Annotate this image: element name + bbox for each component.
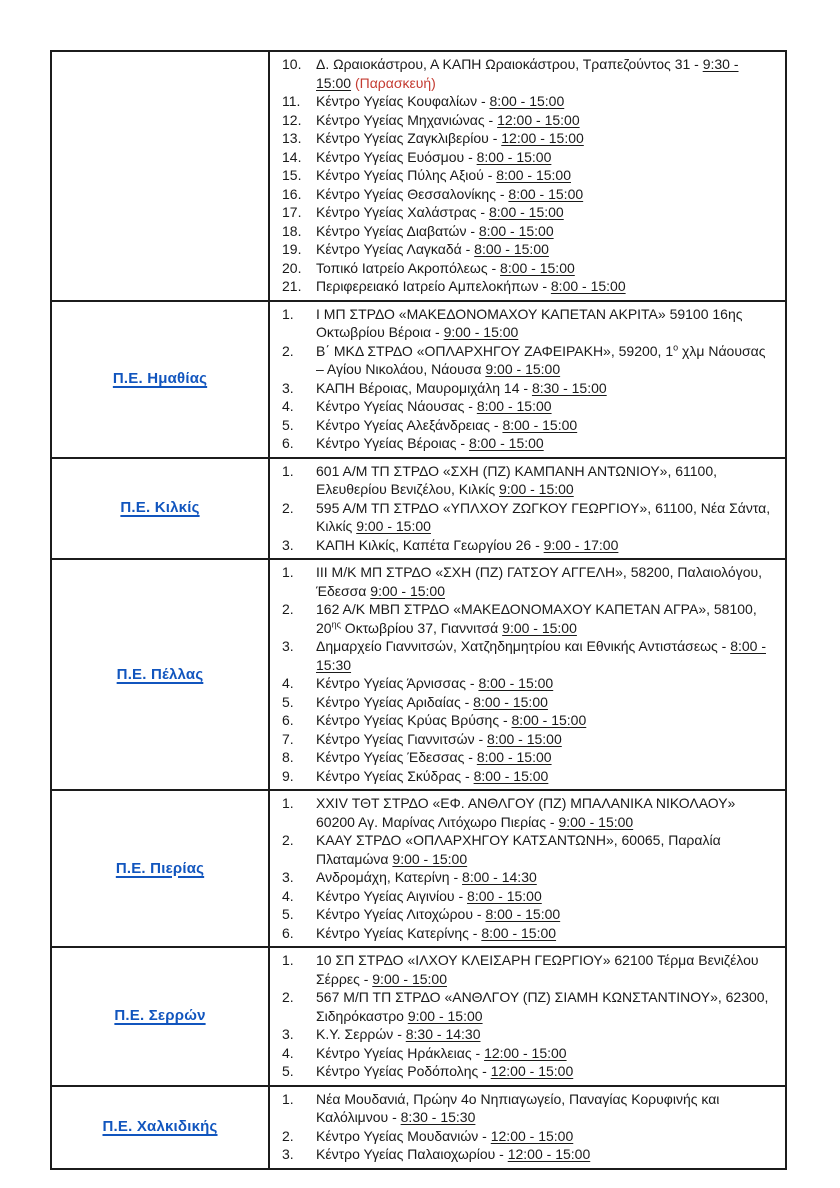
region-label-cell — [51, 1086, 269, 1169]
item-number: 6. — [282, 924, 294, 941]
item-hours: 8:00 - 15:00 — [500, 259, 575, 276]
location-item — [282, 748, 777, 767]
item-text: Νέα Μουδανιά, Πρώην 4ο Νηπιαγωγείο, Παναγίας Κορυφινής και Καλόλιμνου - — [316, 1090, 720, 1125]
item-number: 4. — [282, 1044, 294, 1061]
item-hours: 8:00 - 15:00 — [489, 93, 565, 109]
location-item — [282, 1025, 777, 1044]
superscript: ης — [331, 618, 341, 629]
locations-cell — [269, 1086, 786, 1169]
location-item — [282, 600, 777, 637]
item-number: 1. — [282, 564, 294, 580]
item-body — [316, 988, 777, 1025]
item-number: 14. — [282, 148, 302, 165]
item-hours: 8:00 - 15:00 — [502, 416, 578, 433]
location-item — [282, 240, 777, 259]
location-item — [282, 951, 777, 988]
item-text: Κέντρο Υγείας Ηράκλειας - — [316, 1044, 485, 1061]
locations-cell — [269, 947, 786, 1086]
location-item — [282, 379, 777, 398]
item-text: Β΄ ΜΚΔ ΣΤΡΔΟ «ΟΠΛΑΡΧΗΓΟΥ ΖΑΦΕΙΡΑΚΗ», 59200, 1 — [316, 342, 674, 359]
region-label: Π.Ε. Κιλκίς — [120, 499, 200, 517]
item-number: 11. — [282, 93, 301, 109]
item-hours: 12:00 - 15:00 — [490, 1063, 574, 1079]
item-text: Κέντρο Υγείας Λιτοχώρου - — [316, 906, 486, 922]
location-item — [282, 1127, 777, 1146]
item-number: 15. — [282, 167, 302, 183]
item-number: 3. — [282, 869, 294, 885]
item-hours: 8:00 - 15:00 — [476, 148, 552, 165]
item-number: 19. — [282, 241, 302, 257]
locations-cell — [269, 559, 786, 790]
item-body — [316, 831, 777, 868]
item-hours: 8:30 - 14:30 — [405, 1026, 481, 1042]
item-body — [316, 259, 777, 278]
item-text: χλμ Νάουσας – Αγίου Νικολάου, Νάουσα — [316, 342, 766, 377]
item-hours: 9:30 - 15:00 — [316, 56, 739, 91]
location-item — [282, 148, 777, 167]
item-body — [316, 905, 777, 924]
location-item — [282, 693, 777, 712]
item-number: 1. — [282, 795, 294, 811]
item-text: XXIV ΤΘΤ ΣΤΡΔΟ «ΕΦ. ΑΝΘΛΓΟΥ (ΠΖ) ΜΠΑΛΑΝΙΚΑ ΝΙΚΟΛΑΟΥ» 60200 Αγ. Μαρίνας Λιτόχωρο Πιερίας - — [316, 795, 736, 830]
superscript: ο — [673, 341, 679, 352]
item-number: 1. — [282, 952, 294, 968]
item-text: Κέντρο Υγείας Σκύδρας - — [316, 767, 474, 784]
item-body — [316, 1044, 777, 1063]
item-number: 2. — [282, 1127, 294, 1144]
item-text: ΚΑΠΗ Βέροιας, Μαυρομιχάλη 14 - — [316, 379, 532, 396]
item-body — [316, 1127, 777, 1146]
item-hours: 12:00 - 15:00 — [501, 130, 584, 146]
item-text: Ι ΜΠ ΣΤΡΔΟ «ΜΑΚΕΔΟΝΟΜΑΧΟΥ ΚΑΠΕΤΑΝ ΑΚΡΙΤΑ» 59100 16ης Οκτωβρίου Βέροια - — [316, 305, 743, 340]
item-body — [316, 1090, 777, 1127]
item-hours: 9:00 - 15:00 — [372, 970, 447, 987]
location-item — [282, 92, 777, 111]
item-hours: 8:00 - 15:00 — [508, 185, 584, 202]
region-label-cell — [51, 301, 269, 458]
item-body — [316, 951, 777, 988]
location-item — [282, 259, 777, 278]
item-text: Κέντρο Υγείας Βέροιας - — [316, 435, 469, 451]
region-label-cell — [51, 559, 269, 790]
region-label: Π.Ε. Ημαθίας — [112, 370, 208, 387]
item-hours: 8:00 - 15:00 — [468, 435, 544, 451]
location-item — [282, 1145, 777, 1164]
item-text: ΚΑΠΗ Κιλκίς, Καπέτα Γεωργίου 26 - — [316, 536, 544, 553]
item-hours: 9:00 - 15:00 — [370, 582, 446, 599]
item-number: 12. — [282, 111, 302, 128]
regions-table — [50, 50, 787, 1170]
item-hours: 8:30 - 15:30 — [400, 1109, 476, 1125]
item-text: Κέντρο Υγείας Αιγινίου - — [316, 887, 468, 904]
item-hours: 9:00 - 15:00 — [407, 1007, 483, 1024]
region-label-cell — [51, 790, 269, 947]
item-number: 6. — [282, 435, 294, 451]
location-item — [282, 1062, 777, 1081]
item-number: 3. — [282, 1026, 294, 1042]
item-body — [316, 693, 777, 712]
locations-cell — [269, 458, 786, 560]
item-body — [316, 222, 777, 241]
item-text: Κέντρο Υγείας Μηχανιώνας - — [316, 111, 498, 128]
item-number: 17. — [282, 204, 302, 220]
item-hours: 8:30 - 15:00 — [531, 379, 607, 396]
location-item — [282, 1044, 777, 1063]
item-text: Κέντρο Υγείας Ευόσμου - — [316, 148, 477, 165]
location-item — [282, 111, 777, 130]
item-hours: 9:00 - 15:00 — [443, 324, 519, 340]
item-body — [316, 55, 777, 92]
item-text: Δ. Ωραιοκάστρου, Α ΚΑΠΗ Ωραιοκάστρου, Τραπεζούντος 31 - — [316, 56, 703, 72]
item-hours: 8:00 - 14:30 — [462, 869, 537, 885]
item-body — [316, 767, 777, 786]
item-body — [316, 499, 777, 536]
item-text: Δημαρχείο Γιαννιτσών, Χατζηδημητρίου και Εθνικής Αντιστάσεως - — [316, 638, 731, 654]
item-number: 20. — [282, 259, 302, 276]
region-label: Π.Ε. Πιερίας — [115, 859, 205, 877]
region-label-cell — [51, 947, 269, 1086]
item-number: 3. — [282, 536, 294, 553]
item-hours: 9:00 - 15:00 — [392, 850, 468, 867]
item-hours: 9:00 - 15:00 — [485, 361, 561, 377]
region-label: Π.Ε. Χαλκιδικής — [102, 1118, 218, 1135]
item-body — [316, 185, 777, 204]
item-number: 4. — [282, 398, 294, 414]
item-hours: 8:00 - 15:00 — [478, 222, 554, 239]
item-hours: 9:00 - 15:00 — [356, 518, 431, 534]
item-body — [316, 1025, 777, 1044]
item-text: Κέντρο Υγείας Χαλάστρας - — [316, 204, 489, 220]
location-item — [282, 129, 777, 148]
item-body — [316, 434, 777, 453]
item-hours: 8:00 - 15:00 — [488, 204, 564, 220]
location-item — [282, 887, 777, 906]
item-number: 2. — [282, 989, 294, 1005]
item-body — [316, 203, 777, 222]
item-body — [316, 600, 777, 637]
item-hours: 12:00 - 15:00 — [490, 1127, 574, 1144]
item-hours: 8:00 - 15:00 — [511, 712, 587, 728]
item-body — [316, 148, 777, 167]
item-number: 21. — [282, 278, 302, 294]
item-hours: 9:00 - 17:00 — [543, 536, 619, 553]
item-text: Κέντρο Υγείας Κρύας Βρύσης - — [316, 712, 512, 728]
item-text: Κέντρο Υγείας Μουδανιών - — [316, 1127, 491, 1144]
item-body — [316, 111, 777, 130]
item-hours: 9:00 - 15:00 — [558, 813, 634, 830]
item-text: Κέντρο Υγείας Άρνισσας - — [316, 675, 479, 691]
item-body — [316, 277, 777, 296]
item-text: Οκτωβρίου 37, Γιαννιτσά — [340, 619, 503, 636]
item-number: 6. — [282, 712, 294, 728]
item-number: 2. — [282, 832, 294, 848]
item-hours: 8:00 - 15:00 — [467, 887, 542, 904]
item-hours: 8:00 - 15:00 — [476, 398, 552, 414]
item-number: 1. — [282, 462, 294, 479]
item-text: 162 Α/Κ ΜΒΠ ΣΤΡΔΟ «ΜΑΚΕΔΟΝΟΜΑΧΟΥ ΚΑΠΕΤΑΝ ΑΓΡΑ», 58100, 20 — [316, 601, 757, 636]
region-label-cell — [51, 458, 269, 560]
item-body — [316, 536, 777, 555]
item-number: 2. — [282, 601, 294, 617]
item-hours: 8:00 - 15:30 — [316, 638, 766, 673]
item-text: Κέντρο Υγείας Αριδαίας - — [316, 693, 474, 710]
item-hours: 8:00 - 15:00 — [485, 906, 561, 922]
location-item — [282, 305, 777, 342]
item-hours: 12:00 - 15:00 — [507, 1146, 591, 1162]
location-item — [282, 711, 777, 730]
location-item — [282, 924, 777, 943]
item-text: Κ.Υ. Σερρών - — [316, 1026, 406, 1042]
location-item — [282, 416, 777, 435]
locations-cell — [269, 790, 786, 947]
item-text: Κέντρο Υγείας Νάουσας - — [316, 398, 477, 414]
location-item — [282, 397, 777, 416]
location-item — [282, 222, 777, 241]
item-number: 5. — [282, 906, 294, 922]
item-text: Κέντρο Υγείας Έδεσσας - — [316, 749, 477, 765]
location-item — [282, 730, 777, 749]
region-row — [51, 790, 786, 947]
item-text: Κέντρο Υγείας Κουφαλίων - — [316, 93, 490, 109]
item-text: Περιφερειακό Ιατρείο Αμπελοκήπων - — [316, 278, 551, 294]
item-hours: 8:00 - 15:00 — [478, 675, 554, 691]
item-body — [316, 462, 777, 499]
region-label: Π.Ε. Πέλλας — [116, 665, 204, 683]
item-body — [316, 342, 777, 379]
item-body — [316, 92, 777, 111]
item-number: 4. — [282, 675, 294, 691]
item-text: Κέντρο Υγείας Διαβατών - — [316, 222, 479, 239]
location-item — [282, 185, 777, 204]
location-item — [282, 462, 777, 499]
region-label: Π.Ε. Σερρών — [114, 1007, 206, 1025]
location-item — [282, 563, 777, 600]
item-text: Κέντρο Υγείας Παλαιοχωρίου - — [316, 1146, 508, 1162]
region-row — [51, 301, 786, 458]
location-item — [282, 342, 777, 379]
item-body — [316, 794, 777, 831]
item-text: Κέντρο Υγείας Ζαγκλιβερίου - — [316, 130, 502, 146]
item-hours: 8:00 - 15:00 — [496, 167, 571, 183]
item-body — [316, 868, 777, 887]
item-hours: 8:00 - 15:00 — [474, 241, 549, 257]
region-label-cell — [51, 51, 269, 301]
item-text: 595 Α/Μ ΤΠ ΣΤΡΔΟ «ΥΠΛΧΟΥ ΖΩΓΚΟΥ ΓΕΩΡΓΙΟΥ», 61100, Νέα Σάντα, Κιλκίς — [316, 499, 771, 534]
region-row — [51, 559, 786, 790]
item-text: ΙΙΙ Μ/Κ ΜΠ ΣΤΡΔΟ «ΣΧΗ (ΠΖ) ΓΑΤΣΟΥ ΑΓΓΕΛΗ», 58200, Παλαιολόγου, Έδεσσα — [316, 564, 763, 599]
item-hours: 8:00 - 15:00 — [487, 730, 562, 747]
location-item — [282, 674, 777, 693]
location-item — [282, 277, 777, 296]
item-body — [316, 129, 777, 148]
item-number: 10. — [282, 56, 302, 72]
item-body — [316, 637, 777, 674]
location-item — [282, 988, 777, 1025]
item-number: 3. — [282, 1146, 294, 1162]
item-text: Κέντρο Υγείας Γιαννιτσών - — [316, 730, 488, 747]
item-body — [316, 887, 777, 906]
item-body — [316, 730, 777, 749]
item-number: 3. — [282, 638, 294, 654]
regions-table-body — [51, 51, 786, 1169]
item-body — [316, 166, 777, 185]
location-item — [282, 434, 777, 453]
item-number: 13. — [282, 130, 302, 146]
region-row — [51, 458, 786, 560]
item-body — [316, 1062, 777, 1081]
item-body — [316, 416, 777, 435]
region-row — [51, 947, 786, 1086]
locations-cell — [269, 51, 786, 301]
item-number: 16. — [282, 185, 302, 202]
location-item — [282, 794, 777, 831]
item-text: 567 Μ/Π ΤΠ ΣΤΡΔΟ «ΑΝΘΛΓΟΥ (ΠΖ) ΣΙΑΜΗ ΚΩΝΣΤΑΝΤΙΝΟΥ», 62300, Σιδηρόκαστρο — [316, 989, 769, 1024]
item-body — [316, 711, 777, 730]
region-row — [51, 51, 786, 301]
item-body — [316, 563, 777, 600]
location-item — [282, 868, 777, 887]
item-text: 601 Α/Μ ΤΠ ΣΤΡΔΟ «ΣΧΗ (ΠΖ) ΚΑΜΠΑΝΗ ΑΝΤΩΝΙΟΥ», 61100, Ελευθερίου Βενιζέλου, Κιλκίς — [316, 462, 718, 497]
item-number: 5. — [282, 416, 294, 433]
location-item — [282, 166, 777, 185]
locations-cell — [269, 301, 786, 458]
item-hours: 12:00 - 15:00 — [497, 111, 580, 128]
location-item — [282, 637, 777, 674]
location-item — [282, 831, 777, 868]
item-text: 10 ΣΠ ΣΤΡΔΟ «ΙΛΧΟΥ ΚΛΕΙΣΑΡΗ ΓΕΩΡΓΙΟΥ» 62100 Τέρμα Βενιζέλου Σέρρες - — [316, 952, 759, 987]
item-hours: 8:00 - 15:00 — [550, 278, 626, 294]
item-number: 5. — [282, 1063, 294, 1079]
item-hours: 8:00 - 15:00 — [473, 767, 549, 784]
item-hours: 12:00 - 15:00 — [484, 1044, 567, 1061]
item-number: 7. — [282, 730, 294, 747]
item-body — [316, 674, 777, 693]
item-text: ΚΑΑΥ ΣΤΡΔΟ «ΟΠΛΑΡΧΗΓΟΥ ΚΑΤΣΑΝΤΩΝΗ», 60065, Παραλία Πλαταμώνα — [316, 832, 721, 867]
location-item — [282, 499, 777, 536]
location-item — [282, 905, 777, 924]
item-text: Κέντρο Υγείας Ροδόπολης - — [316, 1063, 491, 1079]
item-text: Κέντρο Υγείας Λαγκαδά - — [316, 241, 475, 257]
item-number: 3. — [282, 379, 294, 396]
item-number: 5. — [282, 693, 294, 710]
item-note: (Παρασκευή) — [354, 74, 436, 91]
item-hours: 8:00 - 15:00 — [473, 693, 548, 710]
item-hours: 9:00 - 15:00 — [502, 619, 577, 636]
item-number: 2. — [282, 499, 294, 516]
item-text: Κέντρο Υγείας Κατερίνης - — [316, 924, 482, 941]
location-item — [282, 1090, 777, 1127]
item-body — [316, 240, 777, 259]
item-body — [316, 1145, 777, 1164]
location-item — [282, 536, 777, 555]
item-number: 9. — [282, 767, 294, 784]
item-body — [316, 748, 777, 767]
item-hours: 8:00 - 15:00 — [481, 924, 557, 941]
item-text: Κέντρο Υγείας Πύλης Αξιού - — [316, 167, 497, 183]
item-number: 8. — [282, 749, 294, 765]
item-hours: 9:00 - 15:00 — [498, 481, 574, 497]
item-number: 4. — [282, 887, 294, 904]
item-text: Κέντρο Υγείας Αλεξάνδρειας - — [316, 416, 503, 433]
item-body — [316, 397, 777, 416]
item-text: Τοπικό Ιατρείο Ακροπόλεως - — [316, 259, 501, 276]
item-body — [316, 305, 777, 342]
item-text: Κέντρο Υγείας Θεσσαλονίκης - — [316, 185, 509, 202]
item-number: 1. — [282, 1090, 294, 1107]
item-number: 18. — [282, 222, 302, 239]
location-item — [282, 55, 777, 92]
location-item — [282, 203, 777, 222]
item-number: 2. — [282, 342, 294, 359]
item-hours: 8:00 - 15:00 — [476, 749, 552, 765]
item-body — [316, 379, 777, 398]
item-text: Ανδρομάχη, Κατερίνη - — [316, 869, 463, 885]
location-item — [282, 767, 777, 786]
region-row — [51, 1086, 786, 1169]
item-body — [316, 924, 777, 943]
item-number: 1. — [282, 305, 294, 322]
